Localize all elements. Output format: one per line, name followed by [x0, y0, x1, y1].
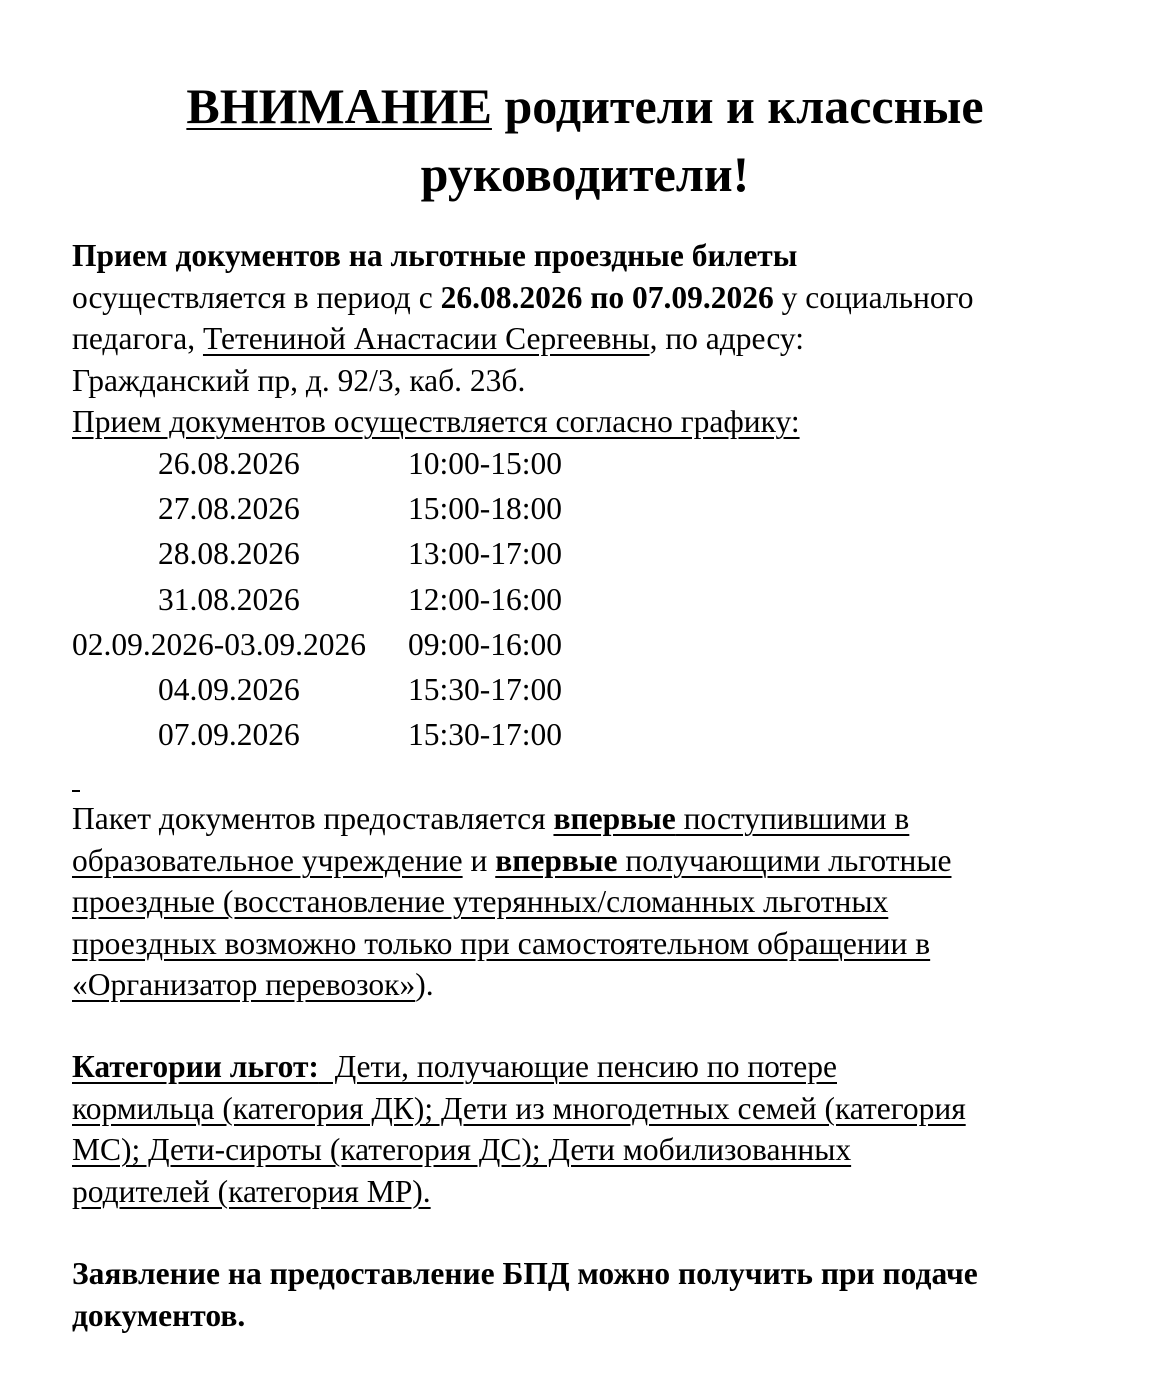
teacher-suffix: , по адресу: — [649, 321, 804, 356]
schedule-row — [72, 441, 772, 486]
closing-paragraph — [72, 1253, 1132, 1336]
package-line-3: проездные (восстановление утерянных/сломанных льготных — [72, 884, 889, 919]
intro-lead: Прием документов на льготные проездные билеты — [72, 238, 798, 273]
schedule-row — [72, 712, 772, 757]
closing-line-2: документов. — [72, 1297, 246, 1333]
schedule-row — [72, 667, 772, 712]
title-line-1-rest: родители и классные — [491, 78, 984, 134]
package-text: получающими льготные — [617, 842, 952, 878]
categories-text: Дети, получающие пенсию по потере — [318, 1049, 837, 1084]
schedule-table — [72, 441, 772, 757]
package-line-4: проездных возможно только при самостоятельном обращении в — [72, 925, 931, 961]
schedule-row — [72, 531, 772, 576]
schedule-date: 31.08.2026 — [158, 581, 300, 617]
schedule-heading: Прием документов осуществляется согласно графику: — [72, 404, 800, 439]
period-prefix: осуществляется в период с — [72, 279, 441, 315]
period-dates: 26.08.2026 по 07.09.2026 — [440, 279, 774, 315]
schedule-time: 15:30-17:00 — [408, 717, 562, 753]
schedule-time: 13:00-17:00 — [408, 536, 562, 572]
schedule-date: 02.09.2026-03.09.2026 — [72, 626, 366, 662]
schedule-time: 10:00-15:00 — [408, 446, 562, 481]
schedule-date: 26.08.2026 — [158, 446, 300, 481]
package-text: ). — [415, 967, 434, 1002]
stray-mark — [72, 790, 80, 792]
first-time-emphasis: впервые — [553, 801, 676, 836]
categories-line-4: родителей (категория МР). — [72, 1173, 431, 1209]
intro-teacher-line — [72, 318, 1132, 360]
period-suffix: у социального — [773, 279, 974, 315]
package-text: образовательное учреждение — [72, 842, 463, 878]
schedule-date: 07.09.2026 — [158, 717, 300, 753]
schedule-time: 15:00-18:00 — [408, 491, 562, 527]
package-text: Пакет документов предоставляется — [72, 801, 554, 836]
package-paragraph — [72, 798, 1132, 1006]
intro-paragraph — [72, 235, 1132, 443]
first-time-emphasis: впервые — [495, 842, 618, 878]
package-line-1 — [72, 798, 1132, 840]
schedule-row — [72, 486, 772, 531]
schedule-time: 12:00-16:00 — [408, 581, 562, 617]
teacher-prefix: педагога, — [72, 321, 203, 356]
categories-paragraph — [72, 1046, 1132, 1212]
title-attention: ВНИМАНИЕ — [186, 78, 492, 134]
categories-line-1 — [72, 1046, 1132, 1088]
schedule-date: 28.08.2026 — [158, 536, 300, 572]
title-line-2: руководители! — [420, 146, 750, 202]
package-text: поступившими в — [675, 801, 910, 836]
schedule-row — [72, 622, 772, 667]
categories-line-2: кормильца (категория ДК); Дети из многодетных семей (категория — [72, 1090, 966, 1126]
schedule-date: 27.08.2026 — [158, 491, 300, 527]
schedule-date: 04.09.2026 — [158, 671, 300, 707]
schedule-row — [72, 577, 772, 622]
organizer-name: «Организатор перевозок» — [72, 967, 416, 1002]
schedule-time: 09:00-16:00 — [408, 626, 562, 662]
intro-address: Гражданский пр, д. 92/3, каб. 23б. — [72, 362, 526, 398]
package-line-5 — [72, 964, 1132, 1006]
schedule-time: 15:30-17:00 — [408, 671, 562, 707]
intro-period-line — [72, 277, 1132, 319]
title-line-1 — [0, 72, 1170, 140]
categories-line-3: МС); Дети-сироты (категория ДС); Дети мобилизованных — [72, 1132, 852, 1167]
page-title — [0, 72, 1170, 208]
package-line-2 — [72, 840, 1132, 882]
package-text: и — [462, 842, 496, 878]
categories-label: Категории льгот: — [72, 1049, 319, 1084]
teacher-name: Тетениной Анастасии Сергеевны — [202, 321, 650, 356]
closing-line-1: Заявление на предоставление БПД можно получить при подаче — [72, 1256, 978, 1291]
